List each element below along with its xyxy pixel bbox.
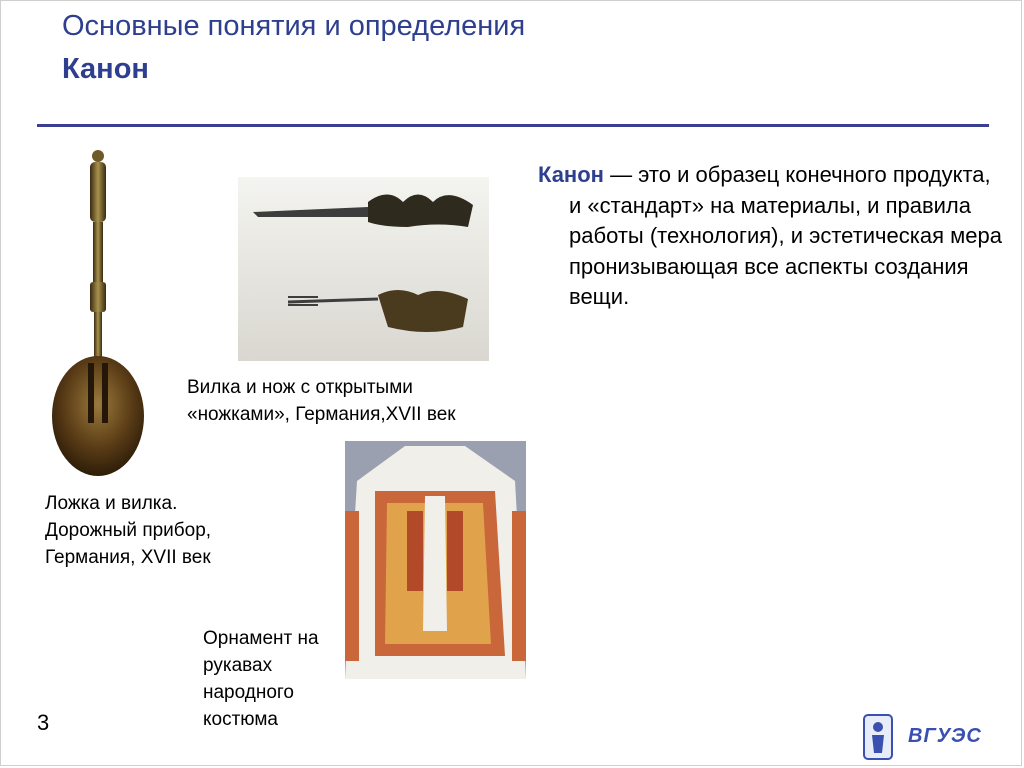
ornament-shirt-image <box>345 441 526 679</box>
definition-term: Канон <box>538 162 604 187</box>
fork-knife-image <box>238 177 489 361</box>
slide-title: Основные понятия и определения <box>62 10 526 42</box>
logo-emblem-icon <box>862 713 898 761</box>
title-divider <box>37 124 989 127</box>
spoon-fork-caption: Ложка и вилка. Дорожный прибор, Германия, XVII век <box>45 493 212 568</box>
ornament-caption: Орнамент на рукавах народного костюма <box>203 628 319 730</box>
slide-subtitle: Канон <box>62 53 149 85</box>
definition-body: — это и образец конечного продукта, и «стандарт» на материалы, и правила работы (технология), и эстетическая мера пронизывающая все аспекты создания вещи. <box>569 162 1002 309</box>
university-logo <box>862 713 992 761</box>
logo-text: ВГУЭС <box>908 725 982 747</box>
spoon-fork-image <box>40 148 160 478</box>
page-number: 3 <box>37 710 50 735</box>
definition-text <box>538 160 1009 313</box>
fork-knife-caption: Вилка и нож с открытыми «ножками», Германия,XVII век <box>187 377 456 425</box>
